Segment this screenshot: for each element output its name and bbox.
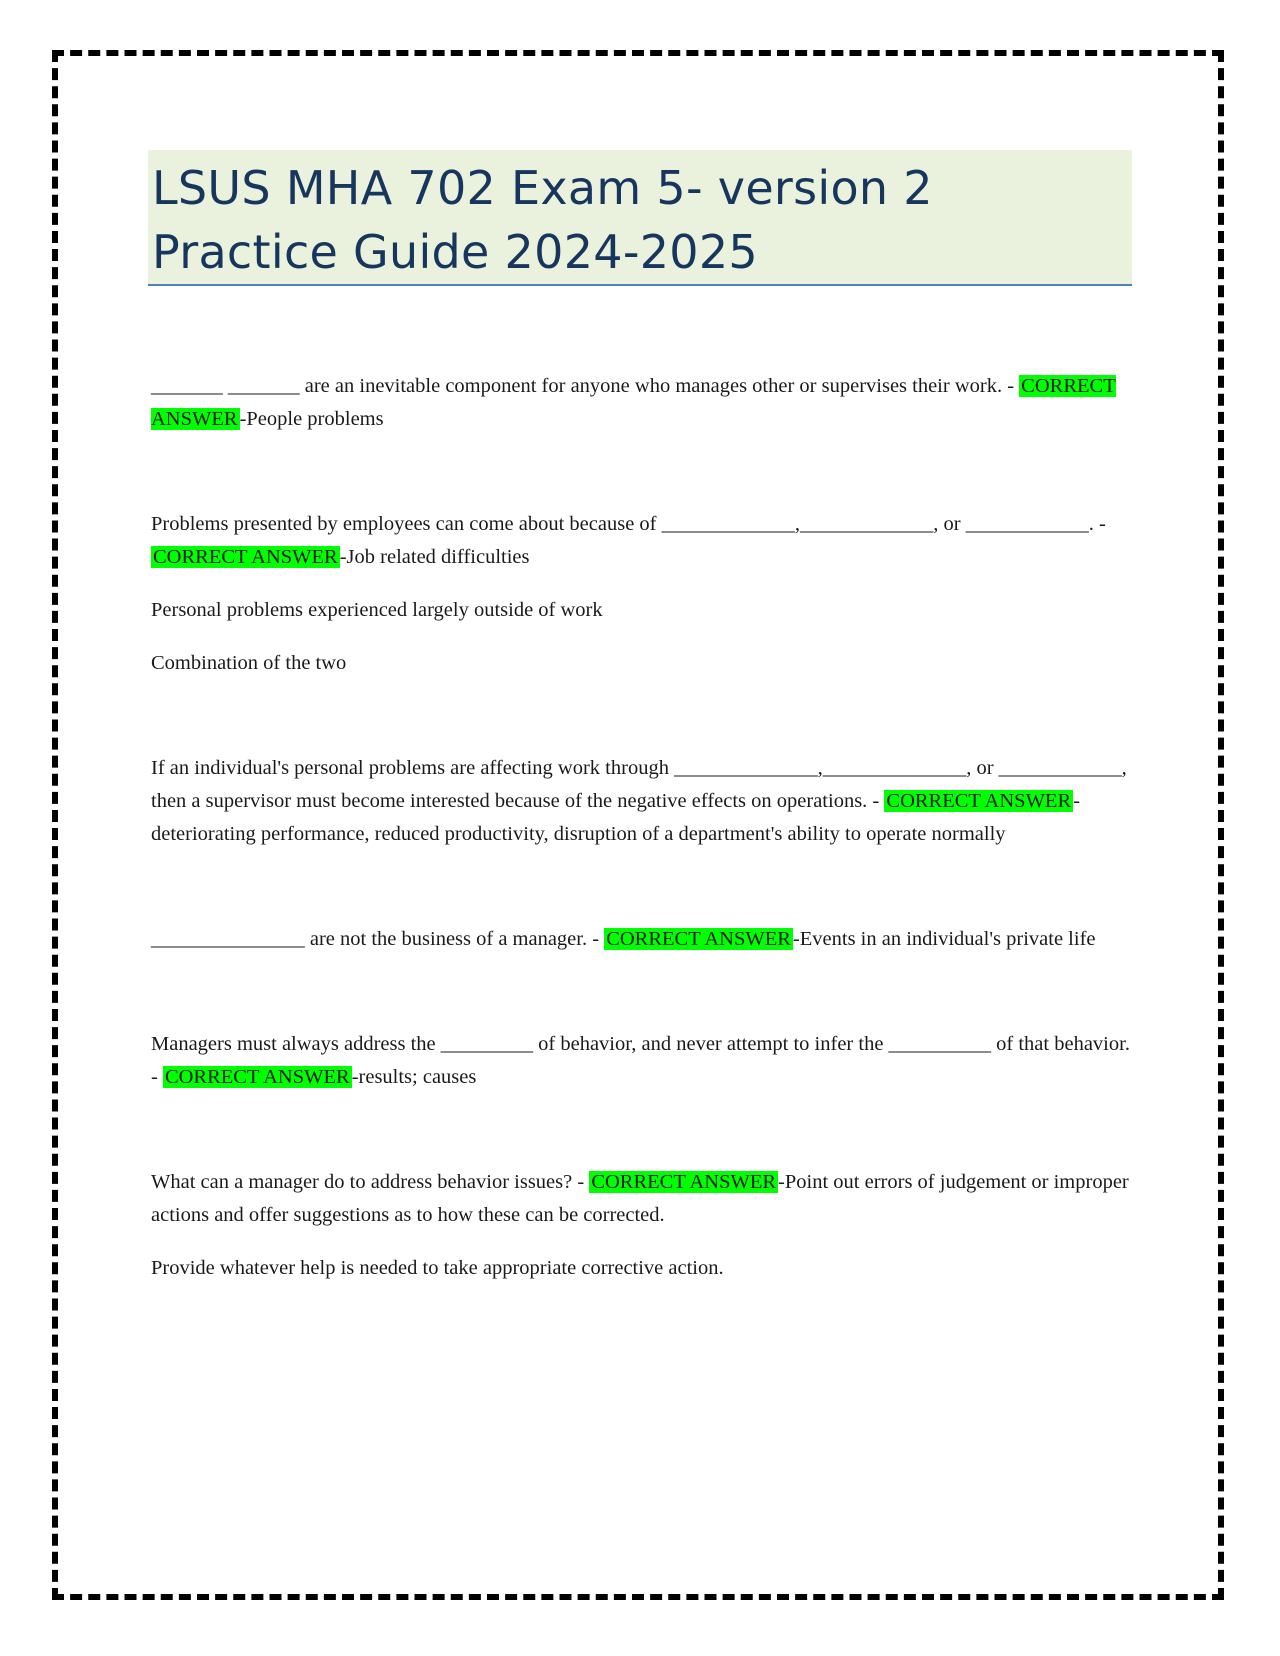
correct-answer-highlight: CORRECT ANSWER (606, 928, 791, 950)
answer-text: -People problems (239, 408, 384, 430)
qa-item (151, 752, 1141, 851)
question-paragraph (151, 370, 1141, 436)
question-text: Managers must always address the _________ of behavior, and never attempt to infer the __________ of that behavior. - (151, 1033, 1130, 1088)
correct-answer-highlight: CORRECT ANSWER (151, 375, 1116, 430)
correct-answer-highlight: CORRECT ANSWER (886, 790, 1072, 812)
question-paragraph (151, 508, 1141, 574)
qa-item (151, 923, 1141, 956)
answer-continuation: Personal problems experienced largely outside of work (151, 599, 603, 621)
answer-continuation: Provide whatever help is needed to take appropriate corrective action. (151, 1257, 724, 1279)
answer-text: -Events in an individual's private life (792, 928, 1096, 950)
question-text: _______________ are not the business of a manager. - (151, 928, 605, 950)
document-title (148, 150, 1132, 286)
answer-text: -results; causes (351, 1066, 477, 1088)
answer-text: -Point out errors of judgement or improper actions and offer suggestions as to how these can be corrected. (151, 1171, 1129, 1226)
question-paragraph (151, 752, 1141, 851)
qa-item (151, 508, 1141, 680)
question-list (151, 370, 1141, 1285)
question-paragraph (151, 1166, 1141, 1232)
answer-text: -Job related difficulties (339, 546, 530, 568)
question-paragraph (151, 923, 1141, 956)
correct-answer-highlight: CORRECT ANSWER (153, 546, 338, 568)
question-paragraph (151, 1028, 1141, 1094)
question-text: _______ _______ are an inevitable component for anyone who manages other or supervises their work. - (151, 375, 1020, 397)
qa-item (151, 370, 1141, 436)
question-text: If an individual's personal problems are affecting work through ______________,______________, or ____________, then a supervisor must become interested because of the negative effects on operations. - (151, 757, 1127, 812)
title-line-1: LSUS MHA 702 Exam 5- version 2 (152, 161, 933, 215)
title-line-2: Practice Guide 2024-2025 (152, 225, 758, 279)
question-text: Problems presented by employees can come about because of _____________,_____________, or ____________. - (151, 513, 1106, 535)
qa-item (151, 1166, 1141, 1285)
correct-answer-highlight: CORRECT ANSWER (591, 1171, 777, 1193)
answer-continuation: Combination of the two (151, 652, 347, 674)
qa-item (151, 1028, 1141, 1094)
question-text: What can a manager do to address behavior issues? - (151, 1171, 590, 1193)
answer-text: -deteriorating performance, reduced productivity, disruption of a department's ability to operate normally (151, 790, 1080, 845)
correct-answer-highlight: CORRECT ANSWER (164, 1066, 350, 1088)
